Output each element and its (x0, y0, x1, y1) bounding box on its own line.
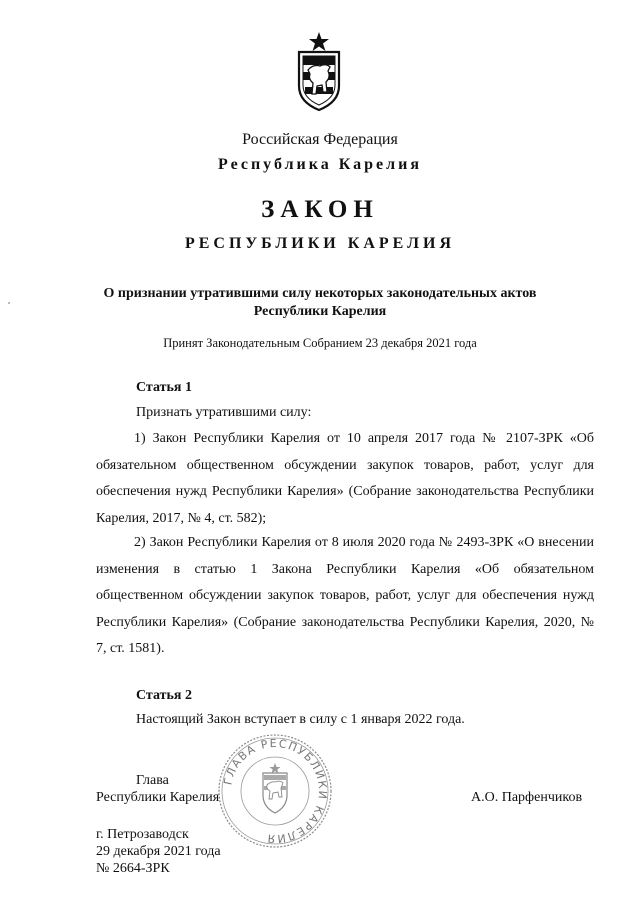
law-subject (0, 285, 640, 321)
signatory-name: А.О. Парфенчиков (471, 790, 583, 805)
document-type: ЗАКОН (261, 196, 379, 223)
signatory-title-line1: Глава (136, 773, 169, 788)
karelia-seal-icon (217, 733, 333, 849)
document-issuer: РЕСПУБЛИКИ КАРЕЛИЯ (184, 235, 456, 252)
article1-heading: Статья 1 (136, 380, 192, 395)
law-subject-line2: Республики Карелия (253, 304, 387, 319)
article1-intro: Признать утратившими силу: (136, 405, 312, 420)
article2-text: Настоящий Закон вступает в силу с 1 января 2022 года. (136, 712, 465, 727)
adoption-note: Принят Законодательным Собранием 23 декабря 2021 года (163, 336, 477, 350)
country-name: Российская Федерация (242, 131, 398, 148)
article2-heading: Статья 2 (136, 688, 192, 703)
article1-item1 (96, 426, 594, 532)
republic-name: Республика Карелия (218, 156, 422, 173)
article1-item1-text: 1) Закон Республики Карелия от 10 апреля 2017 года № 2107-ЗРК «Об обязательном общественном обсуждении закупок товаров, работ, услуг для обеспечения нужд Республики Карелия» (Собрание законодательства Республики Карелия, 2017, № 4, ст. 582); (96, 431, 594, 526)
signatory-title-line2: Республики Карелия (96, 790, 220, 805)
karelia-coat-of-arms-icon (293, 30, 345, 112)
place-of-signing: г. Петрозаводск (96, 827, 189, 842)
law-subject-line1: О признании утратившими силу некоторых законодательных актов (103, 286, 537, 301)
margin-mark (8, 302, 10, 304)
signing-date: 29 декабря 2021 года (96, 844, 221, 859)
law-number: № 2664-ЗРК (96, 861, 170, 876)
article1-item2-text: 2) Закон Республики Карелия от 8 июля 2020 года № 2493-ЗРК «О внесении изменения в статью 1 Закона Республики Карелия «Об обязательном общественном обсуждении закупок товаров, работ, услуг для обеспечения нужд Республики Карелия» (Собрание законодательства Республики Карелия, 2020, № 7, ст. 1581). (96, 535, 594, 656)
stamp-text: ГЛАВА РЕСПУБЛИКИ КАРЕЛИЯ (221, 736, 330, 846)
article1-item2 (96, 530, 594, 663)
